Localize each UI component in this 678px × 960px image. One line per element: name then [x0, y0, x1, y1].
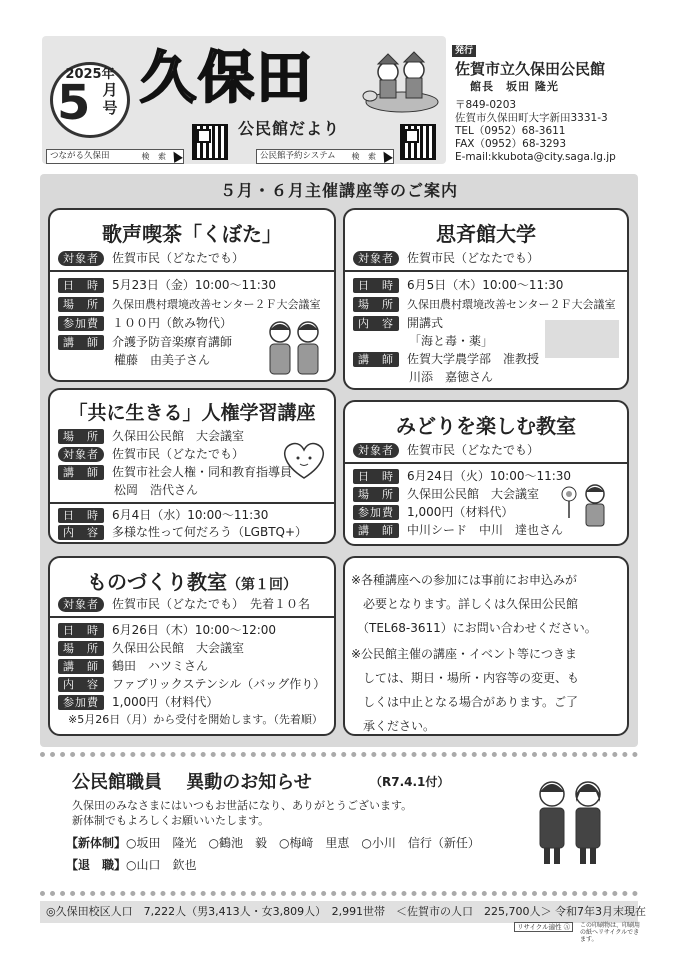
course-lecturer-name: 權藤 由美子さん: [114, 353, 211, 367]
note-application: ※各種講座への参加には事前にお申込みが 必要となります。詳しくは久保田公民館 （TEL68-3611）にお問い合わせください。: [351, 573, 597, 635]
course-title-row: [50, 566, 334, 595]
newsletter-subtitle: 公民館だより: [238, 119, 341, 138]
course-title: 思斉館大学: [436, 222, 536, 246]
tag-target: 対象者: [58, 447, 104, 462]
search-box-label: 公民館予約システム: [260, 151, 336, 161]
course-lecturer: 中川シード 中川 達也さん: [407, 523, 564, 537]
course-place: 久保田農村環境改善センター２Ｆ大会議室: [407, 298, 616, 311]
course-title-sub: （第１回）: [227, 577, 297, 593]
recycle-note: この印刷物は、印刷用の紙へリサイクルできます。: [580, 922, 641, 943]
staff-new-label: 【新体制】: [66, 836, 127, 850]
course-target: 佐賀市民（どなたでも）: [407, 251, 540, 265]
tag-date: 日 時: [353, 278, 399, 293]
tag-lecturer: 講 師: [353, 352, 399, 367]
staff-retire-row: [66, 856, 197, 874]
tag-date: 日 時: [58, 278, 104, 293]
publisher-postal: 〒849-0203: [455, 99, 517, 111]
course-content: 多様な性って何だろう（LGBTQ+）: [112, 525, 308, 539]
tag-date: 日 時: [58, 508, 104, 523]
course-fee: 1,000円（材料代）: [112, 695, 219, 709]
issue-badge: [50, 62, 130, 138]
publisher-tel[interactable]: TEL（0952）68-3611: [455, 125, 566, 137]
course-title: 「共に生きる」人権学習講座: [68, 402, 316, 424]
publisher-label: 発行: [452, 45, 476, 57]
notes-box: [343, 556, 629, 736]
course-lecturer-name: 松岡 浩代さん: [114, 483, 199, 497]
tag-target: 対象者: [353, 443, 399, 458]
tag-lecturer: 講 師: [58, 465, 104, 480]
tag-lecturer: 講 師: [58, 335, 104, 350]
qr-code-tsunagaru[interactable]: [192, 124, 228, 160]
publisher-email[interactable]: E-mail:kkubota@city.saga.lg.jp: [455, 151, 616, 163]
publisher-fax: FAX（0952）68-3293: [455, 138, 567, 150]
issue-year: 2025年: [65, 67, 115, 82]
staff-greeting-2: 新体制でもよろしくお願いいたします。: [72, 814, 270, 827]
course-card-monozukuri: [48, 556, 336, 736]
course-fee: １００円（飲み物代）: [112, 316, 233, 330]
staff-new-row: [66, 834, 480, 852]
course-note: ※5月26日（月）から受付を開始します。（先着順）: [68, 713, 323, 726]
course-date: 6月5日（木）10:00～11:30: [407, 278, 564, 292]
tag-place: 場 所: [353, 297, 399, 312]
course-target: 佐賀市民（どなたでも）: [112, 447, 245, 461]
tag-date: 日 時: [58, 623, 104, 638]
course-fee: 1,000円（材料代）: [407, 505, 514, 519]
course-lecturer-name: 川添 嘉徳さん: [409, 370, 494, 384]
course-title: 歌声喫茶「くぼた」: [102, 222, 282, 246]
course-place: 久保田公民館 大会議室: [112, 429, 245, 443]
heart-illustration: [276, 434, 332, 484]
course-target: 佐賀市民（どなたでも）: [112, 251, 245, 265]
plant-person-illustration: [557, 482, 613, 528]
course-lecturer: 鶴田 ハツミさん: [112, 659, 209, 673]
search-box-reservation[interactable]: [256, 149, 394, 164]
tag-fee: 参加費: [353, 505, 399, 520]
qr-code-reservation[interactable]: [400, 124, 436, 160]
course-lecturer-title: 介護予防音楽療育講師: [112, 335, 233, 349]
course-place: 久保田公民館 大会議室: [112, 641, 245, 655]
course-date: 5月23日（金）10:00～11:30: [112, 278, 277, 292]
course-lecturer-title: 佐賀市社会人権・同和教育指導員: [112, 465, 293, 479]
population-footer: ◎久保田校区人口 7,222人（男3,413人・女3,809人） 2,991世帯 ＜佐賀市の人口 225,700人＞ 令和7年3月末現在: [40, 901, 638, 923]
course-place: 久保田公民館 大会議室: [407, 487, 540, 501]
course-photo: [545, 320, 619, 358]
tag-content: 内 容: [353, 316, 399, 331]
search-button[interactable]: 検 索: [141, 152, 169, 161]
tag-date: 日 時: [353, 469, 399, 484]
search-box-tsunagaru[interactable]: [46, 149, 184, 164]
newsletter-title: 久保田: [140, 46, 314, 111]
issue-month-suffix: 月号: [102, 81, 118, 117]
staff-greeting-1: 久保田のみなさまにはいつもお世話になり、ありがとうございます。: [72, 799, 413, 812]
course-card-shiseikan: [343, 208, 629, 390]
staff-retire-label: 【退 職】: [66, 858, 127, 872]
tag-content: 内 容: [58, 525, 104, 540]
recycle-mark: リサイクル適性 Ⓐ: [514, 922, 573, 932]
tag-place: 場 所: [353, 487, 399, 502]
cursor-icon: [169, 149, 183, 163]
tag-target: 対象者: [58, 251, 104, 266]
staff-illustration: [532, 778, 608, 866]
course-content: ファブリックステンシル（バッグ作り）: [112, 677, 326, 691]
tag-fee: 参加費: [58, 316, 104, 331]
course-date: 6月4日（水）10:00～11:30: [112, 508, 269, 522]
course-date: 6月24日（火）10:00～11:30: [407, 469, 572, 483]
mascot-illustration: [362, 50, 440, 114]
course-target: 佐賀市民（どなたでも） 先着１０名: [112, 597, 311, 611]
singers-illustration: [262, 318, 328, 378]
tag-content: 内 容: [58, 677, 104, 692]
course-content: 開講式: [407, 316, 444, 330]
staff-retire-members: ○山口 欽也: [126, 858, 197, 872]
tag-lecturer: 講 師: [58, 659, 104, 674]
tag-place: 場 所: [58, 641, 104, 656]
publisher-address: 佐賀市久保田町大字新田3331-3: [455, 112, 608, 124]
cursor-icon: [379, 149, 393, 163]
tag-place: 場 所: [58, 297, 104, 312]
staff-notice-date: （R7.4.1付）: [370, 775, 450, 789]
course-title: ものづくり教室: [87, 570, 227, 594]
course-card-utagoe: [48, 208, 336, 382]
tag-fee: 参加費: [58, 695, 104, 710]
course-panel-title: ５月・６月主催講座等のご案内: [219, 181, 458, 200]
staff-notice-title: 公民館職員 異動のお知らせ: [72, 772, 312, 793]
tag-lecturer: 講 師: [353, 523, 399, 538]
course-target: 佐賀市民（どなたでも）: [407, 443, 540, 457]
course-card-jinken: [48, 388, 336, 544]
note-changes: ※公民館主催の講座・イベント等につきま しては、期日・場所・内容等の変更、も しくは中止となる場合があります。ご了 承ください。: [351, 647, 580, 733]
search-box-label: つながる久保田: [50, 151, 110, 161]
course-title: みどりを楽しむ教室: [396, 414, 576, 438]
course-date: 6月26日（木）10:00～12:00: [112, 623, 277, 637]
course-place: 久保田農村環境改善センター２Ｆ大会議室: [112, 298, 321, 311]
publisher-director: 館長 坂田 隆光: [470, 80, 559, 93]
tag-place: 場 所: [58, 429, 104, 444]
course-content-topic: 「海と毒・薬」: [409, 334, 494, 348]
search-button[interactable]: 検 索: [351, 152, 379, 161]
issue-month: 5: [57, 75, 91, 131]
course-card-midori: [343, 400, 629, 546]
publisher-org: 佐賀市立久保田公民館: [455, 60, 606, 78]
tag-target: 対象者: [353, 251, 399, 266]
course-lecturer-title: 佐賀大学農学部 准教授: [407, 352, 540, 366]
staff-new-members: ○坂田 隆光 ○鶴池 毅 ○梅﨑 里恵 ○小川 信行（新任）: [126, 836, 480, 850]
tag-target: 対象者: [58, 597, 104, 612]
